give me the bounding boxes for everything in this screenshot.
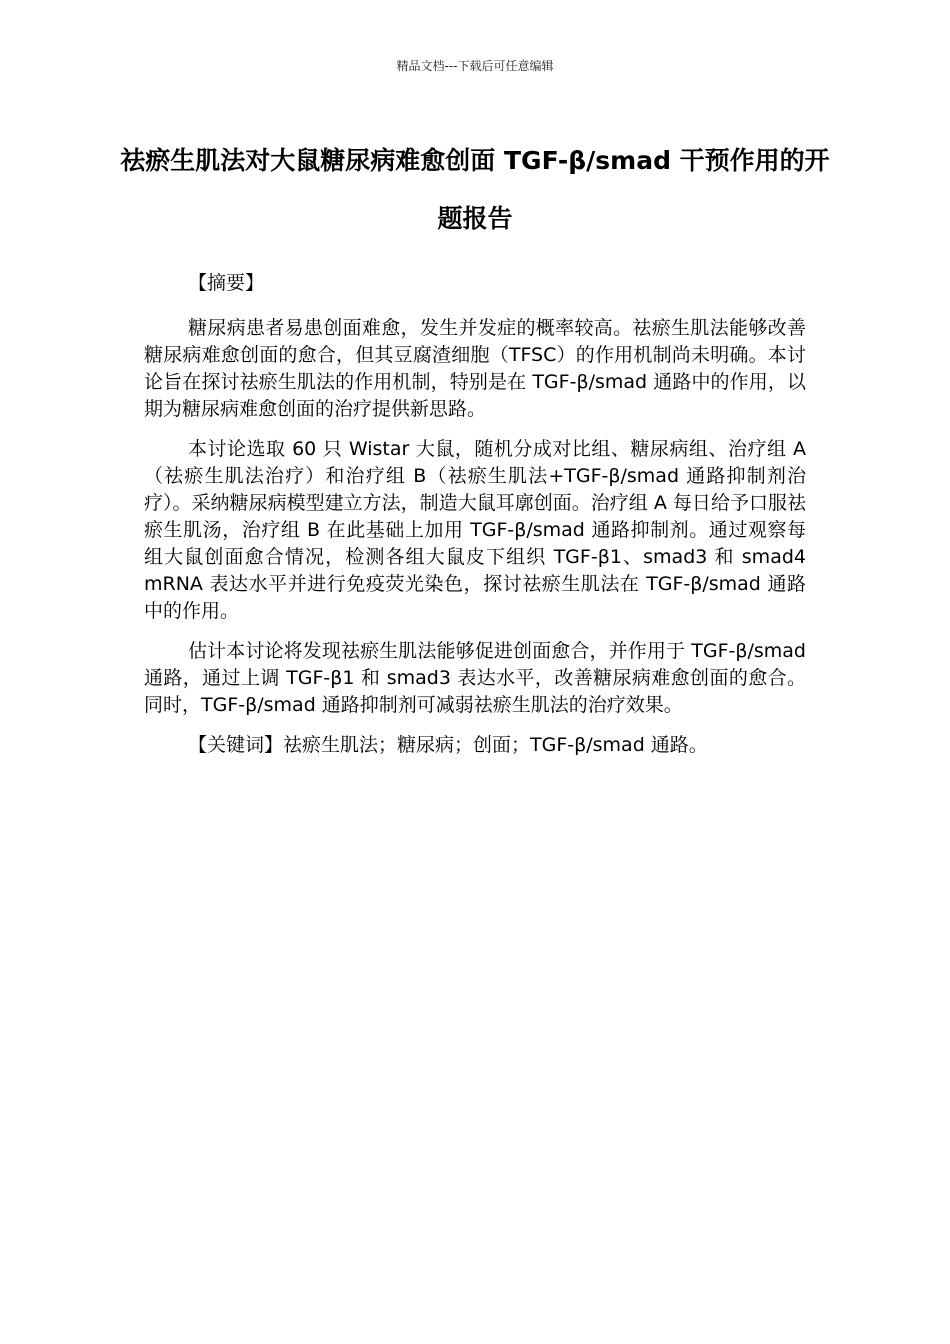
abstract-paragraph-2: 本讨论选取 60 只 Wistar 大鼠，随机分成对比组、糖尿病组、治疗组 A（祛瘀生肌法治疗）和治疗组 B（祛瘀生肌法+TGF-β/smad 通路抑制剂治疗）。采纳糖尿病模型建立方法，制造大鼠耳廓创面。治疗组 A 每日给予口服祛瘀生肌汤，治疗组 B 在此基础上加用 TGF-β/smad 通路抑制剂。通过观察每组大鼠创面愈合情况，检测各组大鼠皮下组织 TGF-β1、smad3 和 smad4 mRNA 表达水平并进行免疫荧光染色，探讨祛瘀生肌法在 TGF-β/smad 通路中的作用。 bbox=[144, 438, 806, 622]
document-body bbox=[144, 270, 806, 772]
header-note: 精品文档---下载后可任意编辑 bbox=[396, 59, 554, 73]
abstract-paragraph-3: 估计本讨论将发现祛瘀生肌法能够促进创面愈合，并作用于 TGF-β/smad 通路，通过上调 TGF-β1 和 smad3 表达水平，改善糖尿病难愈创面的愈合。同时，TGF-β/smad 通路抑制剂可减弱祛瘀生肌法的治疗效果。 bbox=[144, 640, 806, 716]
abstract-paragraph-1: 糖尿病患者易患创面难愈，发生并发症的概率较高。祛瘀生肌法能够改善糖尿病难愈创面的愈合，但其豆腐渣细胞（TFSC）的作用机制尚未明确。本讨论旨在探讨祛瘀生肌法的作用机制，特别是在 TGF-β/smad 通路中的作用，以期为糖尿病难愈创面的治疗提供新思路。 bbox=[144, 317, 806, 420]
keywords-line: 【关键词】祛瘀生肌法；糖尿病；创面；TGF-β/smad 通路。 bbox=[188, 734, 708, 756]
abstract-heading: 【摘要】 bbox=[188, 272, 265, 294]
document-title: 祛瘀生肌法对大鼠糖尿病难愈创面 TGF-β/smad 干预作用的开题报告 bbox=[120, 146, 830, 233]
